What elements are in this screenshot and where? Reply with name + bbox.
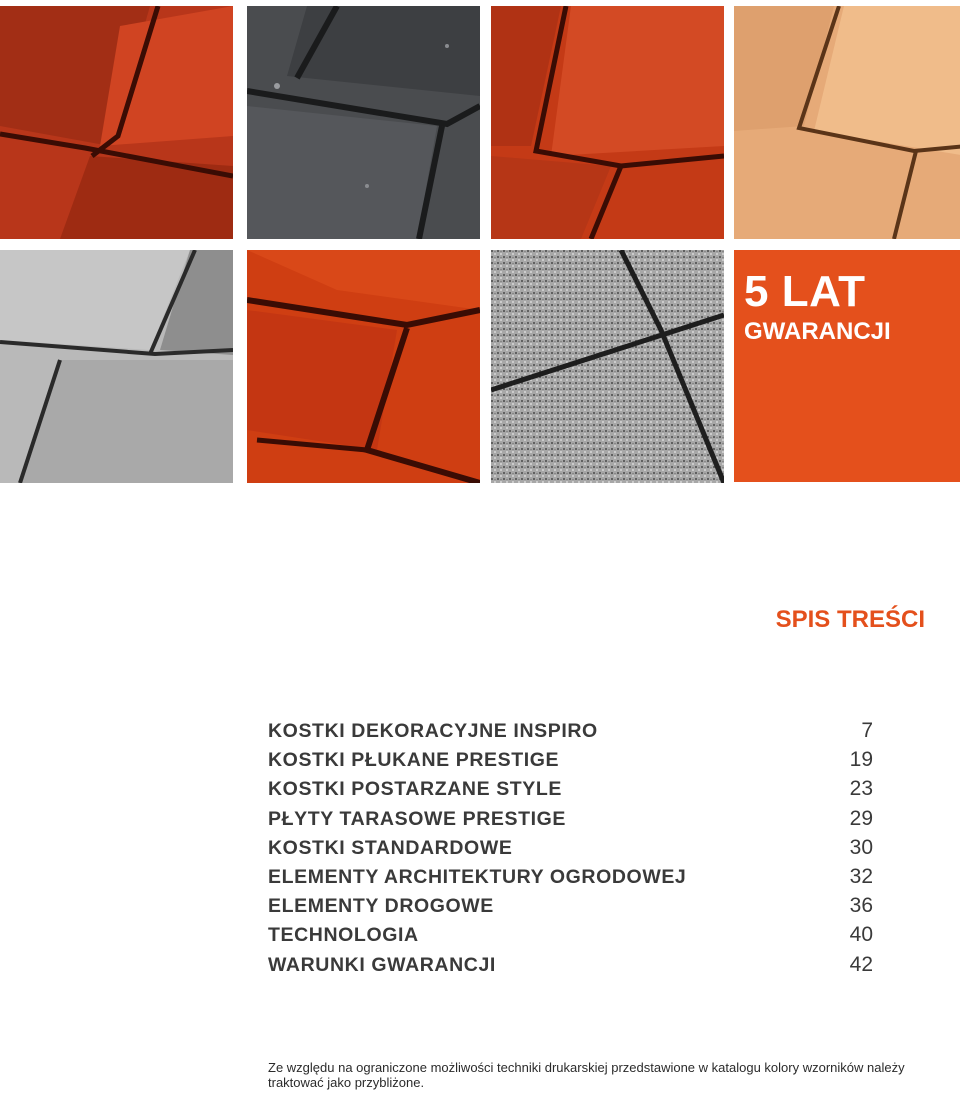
toc-item-title: KOSTKI PŁUKANE PRESTIGE [268,749,560,772]
orange-red-texture [247,250,480,483]
swatch-sand [734,6,960,239]
granite-texture [491,250,724,483]
toc-item[interactable] [268,833,873,862]
swatch-red-brick [0,6,233,239]
toc-heading: SPIS TREŚCI [775,606,925,633]
warranty-years: 5 LAT [744,267,866,316]
toc-item-page: 23 [849,777,873,801]
toc-list [268,716,873,979]
toc-item-page: 29 [849,806,873,830]
toc-item-title: KOSTKI DEKORACYJNE INSPIRO [268,720,598,742]
swatch-light-gray [0,250,233,483]
toc-item-title: KOSTKI POSTARZANE STYLE [268,778,563,801]
sand-texture [734,6,960,239]
toc-item-page: 30 [849,835,873,859]
toc-item-title: ELEMENTY DROGOWE [268,895,494,918]
toc-item-title: ELEMENTY ARCHITEKTURY OGRODOWEJ [268,865,687,888]
warranty-badge [734,250,960,482]
swatch-orange-red [247,250,480,483]
light-gray-texture [0,250,233,483]
toc-item-title: KOSTKI STANDARDOWE [268,836,513,859]
toc-item-page: 32 [849,864,873,888]
graphite-texture [247,6,480,239]
red-brick-texture [0,6,233,239]
toc-item[interactable] [268,716,873,745]
warranty-label: GWARANCJI [744,318,891,345]
red-orange-texture [491,6,724,239]
toc-item-page: 7 [861,719,873,742]
swatch-granite [491,250,724,483]
toc-item-page: 42 [849,952,873,976]
swatch-red-orange [491,6,724,239]
toc-item-title: TECHNOLOGIA [268,924,419,947]
toc-item[interactable] [268,745,873,774]
toc-item[interactable] [268,950,873,979]
swatch-graphite [247,6,480,239]
toc-item[interactable] [268,804,873,833]
toc-item[interactable] [268,920,873,949]
toc-item[interactable] [268,891,873,920]
toc-item-title: PŁYTY TARASOWE PRESTIGE [268,807,567,830]
toc-item-page: 40 [849,923,873,947]
toc-item-title: WARUNKI GWARANCJI [268,953,496,976]
color-disclaimer: Ze względu na ograniczone możliwości techniki drukarskiej przedstawione w katalogu kolory wzorników należy traktować jako przybliżone. [268,1060,905,1090]
toc-item-page: 19 [849,748,873,772]
toc-item[interactable] [268,774,873,803]
toc-item[interactable] [268,862,873,891]
toc-item-page: 36 [849,894,873,918]
